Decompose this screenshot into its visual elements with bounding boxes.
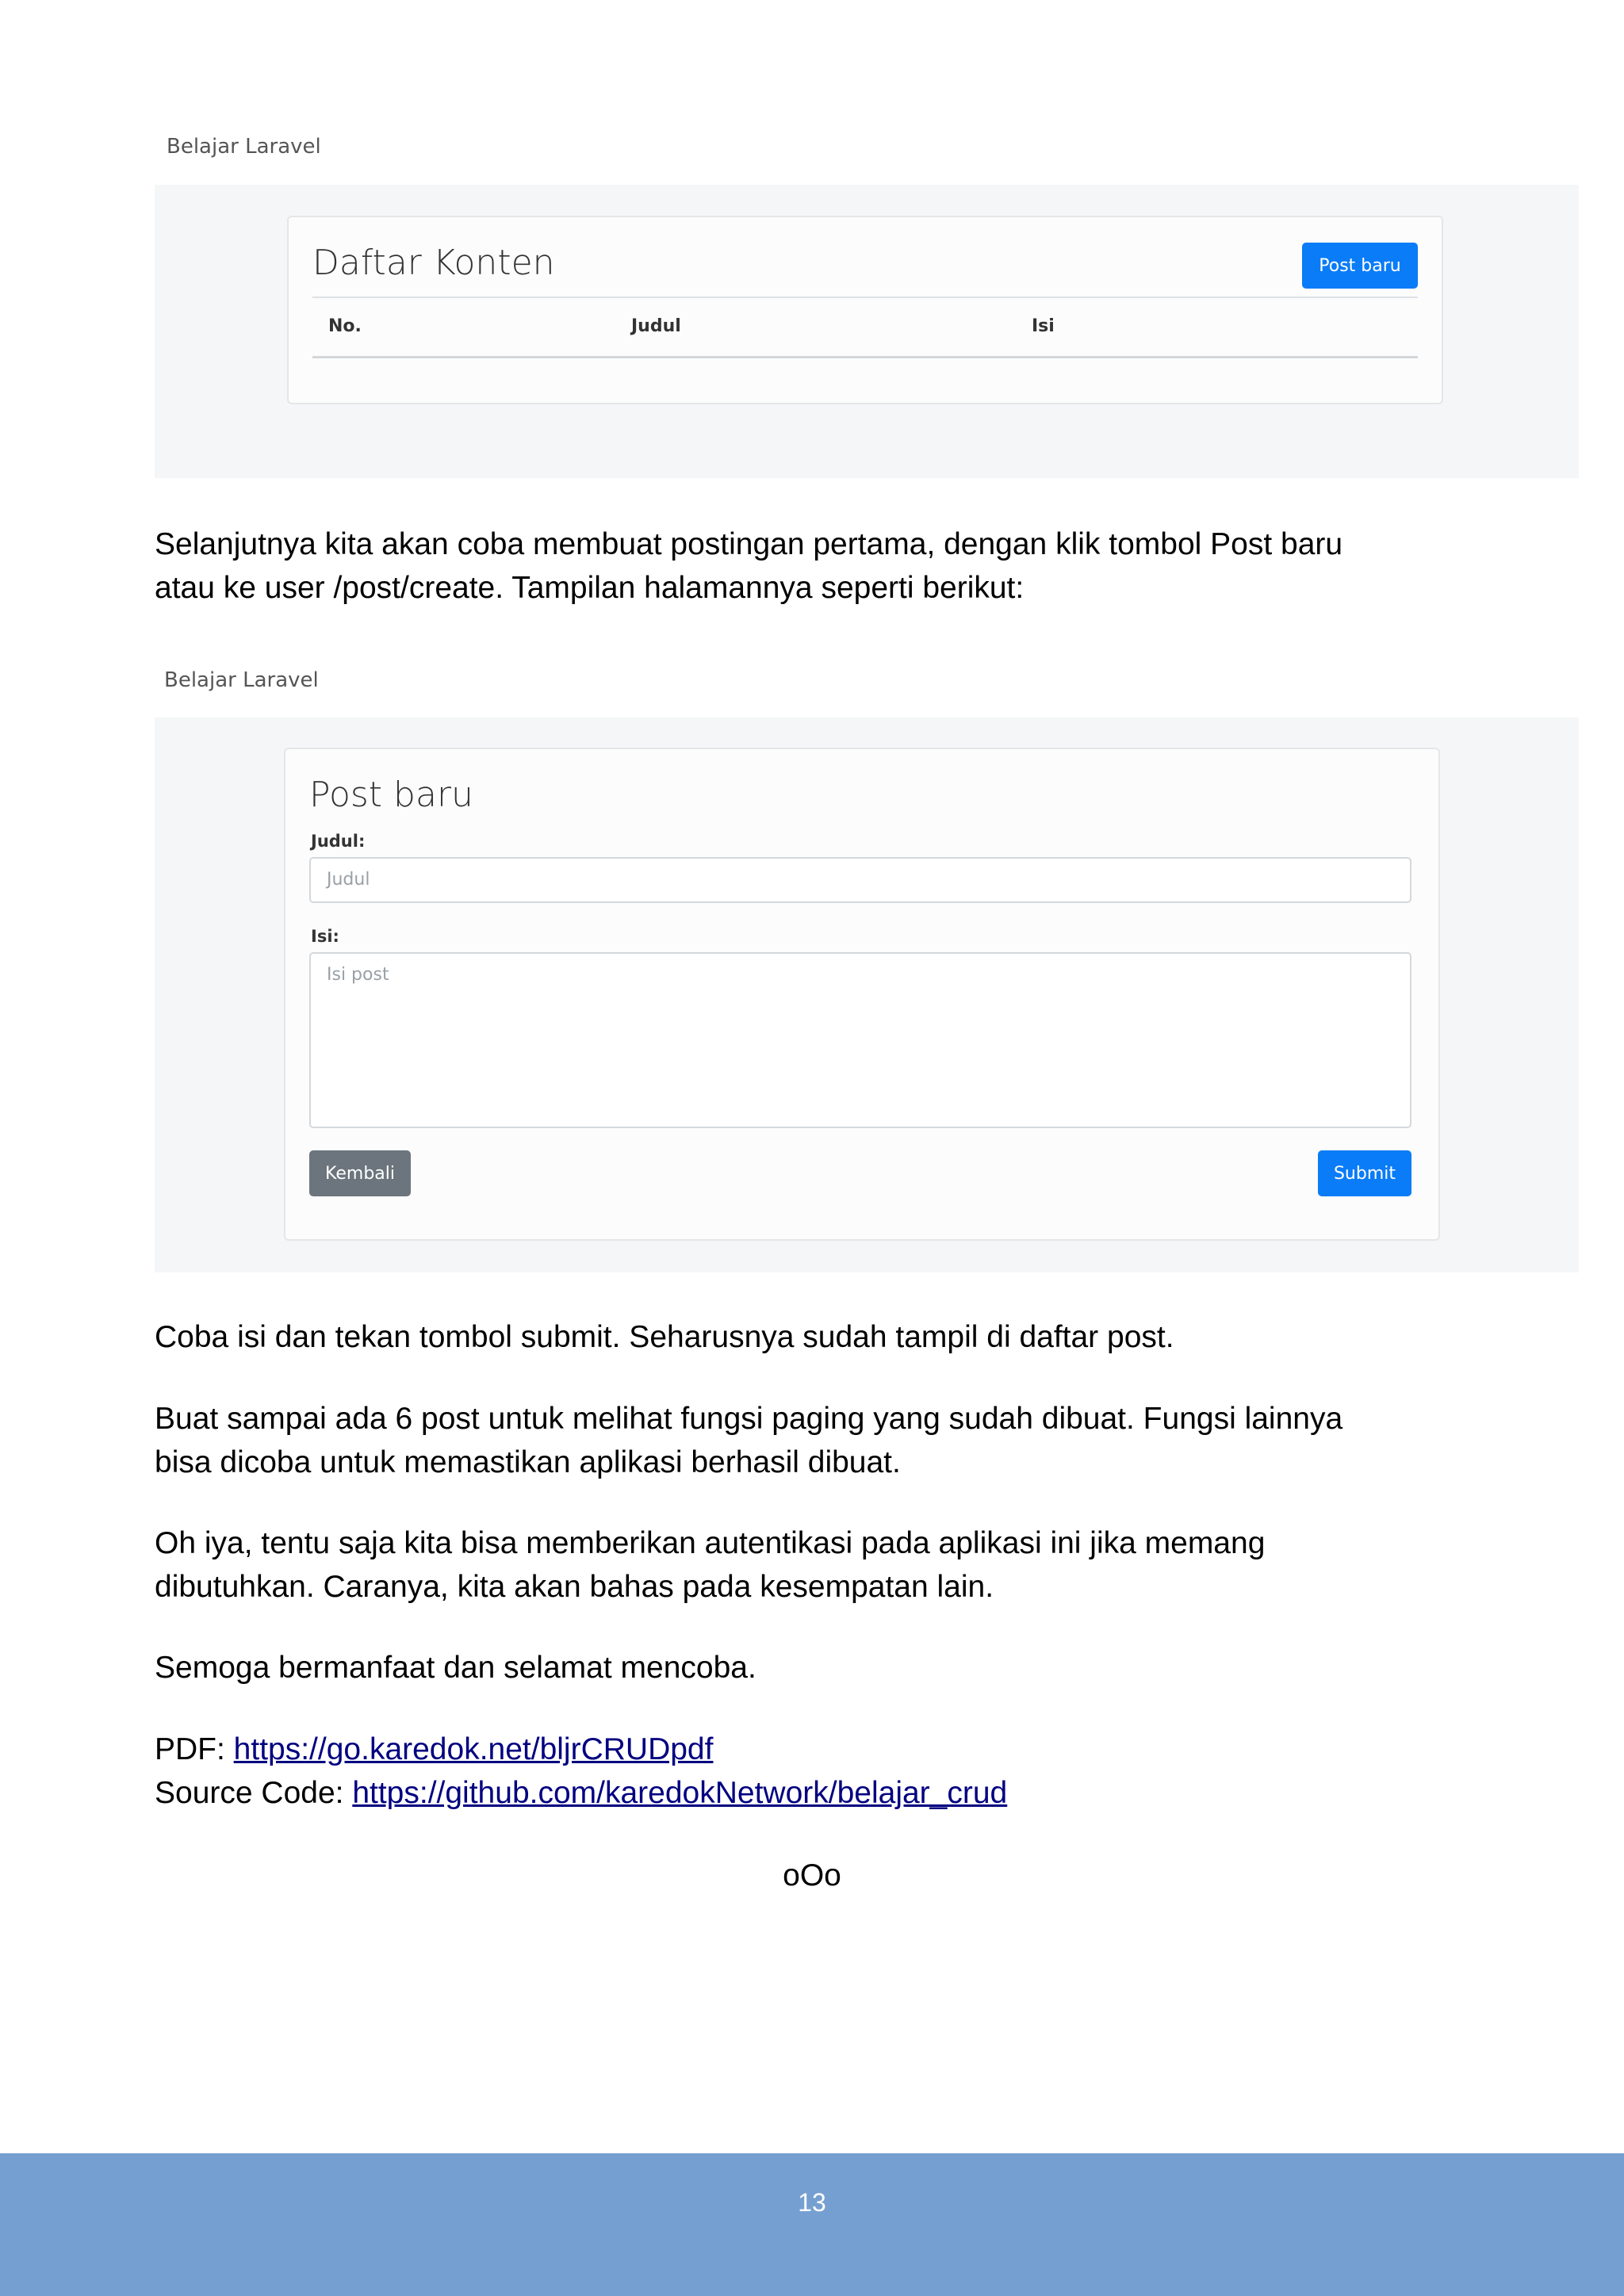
paragraph-line: Selanjutnya kita akan coba membuat postingan pertama, dengan klik tombol Post baru (155, 527, 1343, 561)
content-list-card (287, 216, 1443, 404)
paragraph-line: Oh iya, tentu saja kita bisa memberikan autentikasi pada aplikasi ini jika memang (155, 1526, 1266, 1560)
source-code-link[interactable]: https://github.com/karedokNetwork/belajar_crud (352, 1776, 1008, 1810)
paragraph-line: dibutuhkan. Caranya, kita akan bahas pada kesempatan lain. (155, 1570, 994, 1604)
table-header-no: No. (328, 316, 362, 336)
screenshot-post-baru (155, 718, 1579, 1272)
paragraph-paging (155, 1397, 1519, 1484)
paragraph-closing (155, 1646, 1519, 1689)
app-brand[interactable]: Belajar Laravel (164, 668, 319, 692)
paragraph-line: atau ke user /post/create. Tampilan halamannya seperti berikut: (155, 571, 1025, 605)
card-title: Post baru (309, 775, 473, 815)
paragraph-line: bisa dicoba untuk memastikan aplikasi berhasil dibuat. (155, 1445, 901, 1479)
divider (312, 297, 1418, 298)
judul-input[interactable]: Judul (309, 857, 1411, 903)
screenshot-daftar-konten (155, 185, 1579, 478)
pdf-label: PDF: (155, 1732, 234, 1766)
separator: oOo (783, 1858, 841, 1892)
source-label: Source Code: (155, 1776, 353, 1810)
paragraph-line: Semoga bermanfaat dan selamat mencoba. (155, 1651, 756, 1685)
back-button[interactable]: Kembali (309, 1150, 411, 1196)
source-line (155, 1771, 1519, 1815)
card-title: Daftar Konten (312, 243, 555, 283)
new-post-card (284, 748, 1440, 1241)
pdf-link[interactable]: https://go.karedok.net/bljrCRUDpdf (233, 1732, 714, 1766)
paragraph-intro (155, 522, 1519, 610)
paragraph-line: Coba isi dan tekan tombol submit. Seharusnya sudah tampil di daftar post. (155, 1320, 1174, 1354)
new-post-button[interactable]: Post baru (1302, 243, 1418, 289)
submit-button[interactable]: Submit (1318, 1150, 1411, 1196)
resource-links (155, 1728, 1519, 1815)
isi-textarea[interactable]: Isi post (309, 952, 1411, 1128)
page-footer (0, 2153, 1624, 2296)
paragraph-line: Buat sampai ada 6 post untuk melihat fungsi paging yang sudah dibuat. Fungsi lainnya (155, 1402, 1343, 1436)
pdf-line (155, 1728, 1519, 1771)
isi-label: Isi: (311, 927, 339, 946)
paragraph-submit (155, 1315, 1519, 1359)
judul-label: Judul: (311, 832, 366, 851)
table-header-border (312, 356, 1418, 358)
table-header-judul: Judul (631, 316, 681, 336)
page-number: 13 (798, 2188, 826, 2217)
paragraph-auth (155, 1521, 1519, 1609)
table-header-isi: Isi (1032, 316, 1055, 336)
app-brand[interactable]: Belajar Laravel (167, 135, 321, 159)
